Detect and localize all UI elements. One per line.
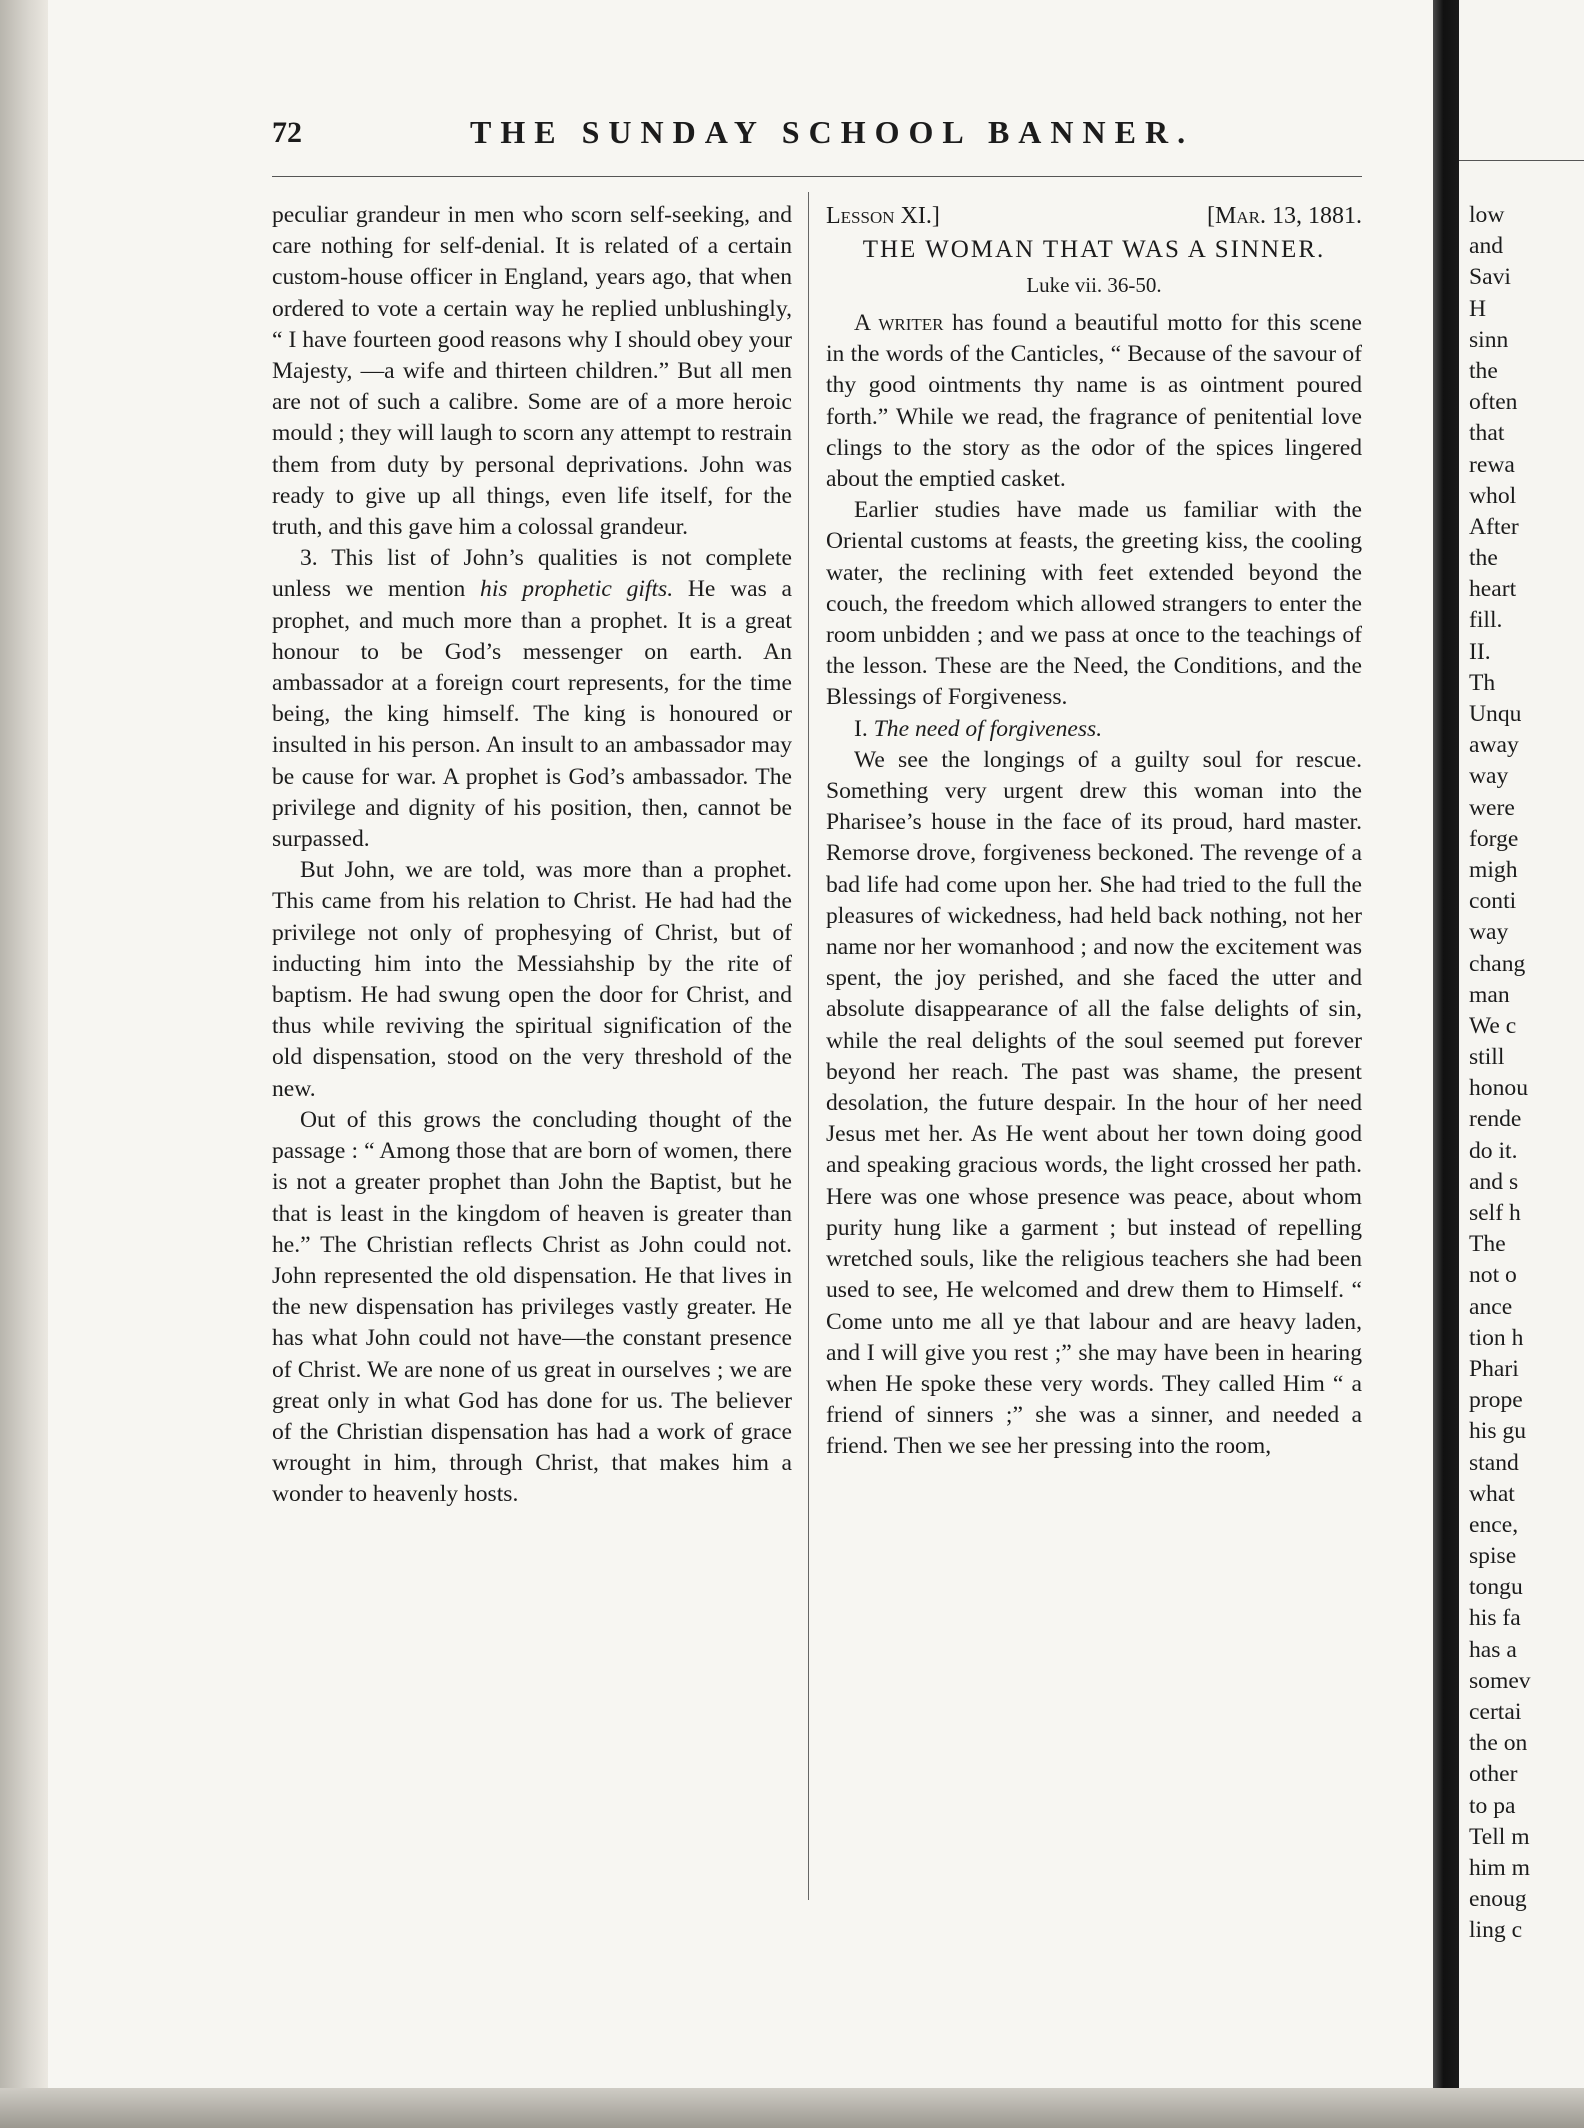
facing-page-line: tion h xyxy=(1469,1324,1524,1351)
facing-page-line: ence, xyxy=(1469,1511,1519,1538)
lesson-date: [Mar. 13, 1881. xyxy=(1207,203,1362,229)
facing-page-line: often xyxy=(1469,389,1518,416)
facing-page-line: ling c xyxy=(1469,1917,1523,1944)
facing-page-line: We c xyxy=(1469,1012,1517,1039)
page-edge-shadow xyxy=(0,2088,1584,2128)
right-column xyxy=(826,200,1362,1463)
text-run: 3. This list of John’s qualities is not complete unless we mention xyxy=(272,545,792,603)
facing-page-line: enoug xyxy=(1469,1886,1527,1913)
facing-page-line: heart xyxy=(1469,576,1517,603)
facing-page-line: away xyxy=(1469,732,1519,759)
left-column xyxy=(272,200,792,1511)
lesson-heading-line xyxy=(826,200,1362,232)
facing-page-line: has a xyxy=(1469,1636,1517,1663)
facing-page-line: rende xyxy=(1469,1106,1522,1133)
facing-page-line: spise xyxy=(1469,1543,1517,1570)
facing-page-line: II. xyxy=(1469,638,1491,665)
facing-page-line: stand xyxy=(1469,1449,1519,1476)
paragraph xyxy=(826,308,1362,495)
section-title: The need of forgiveness. xyxy=(873,715,1103,742)
text-run: has found a beautiful motto for this scene in the words of the Canticles, “ Because of the savour of thy good ointments thy name is as ointment poured forth.” While we read, the fragrance of penitential love clings to the story as the odor of the spices lingered about the emptied casket. xyxy=(826,310,1363,493)
facing-page-line: his fa xyxy=(1469,1605,1521,1632)
facing-page-line: what xyxy=(1469,1480,1515,1507)
facing-page-line: sinn xyxy=(1469,326,1509,353)
facing-page-line: migh xyxy=(1469,856,1518,883)
facing-page-line: Phari xyxy=(1469,1355,1519,1382)
facing-page-line: and xyxy=(1469,233,1504,260)
facing-head-rule xyxy=(1459,160,1584,161)
facing-page-line: were xyxy=(1469,794,1515,821)
header-rule xyxy=(272,176,1362,177)
facing-page-line: rewa xyxy=(1469,451,1515,478)
paragraph: Earlier studies have made us familiar with the Oriental customs at feasts, the greeting kiss, the cooling water, the reclining with feet extended beyond the couch, the freedom which allowed strangers to enter the room unbidden ; and we pass at once to the teachings of the lesson. These are the Need, the Conditions, and the Blessings of Forgiveness. xyxy=(826,497,1362,711)
facing-page-line: that xyxy=(1469,420,1505,447)
lesson-number: Lesson XI.] xyxy=(826,203,940,229)
facing-page-line: whol xyxy=(1469,482,1517,509)
paragraph: peculiar grandeur in men who scorn self-seeking, and care nothing for self-denial. It is related of a certain custom-house officer in England, years ago, that when ordered to vote a certain way he replied unblushingly, “ I have fourteen good reasons why I should obey your Majesty, —a wife and thirteen children.” But all men are not of such a calibre. Some are of a more heroic mould ; they will laugh to scorn any attempt to restrain them from duty by personal deprivations. John was ready to give up all things, even life itself, for the truth, and this gave him a colossal grandeur. xyxy=(272,202,792,541)
facing-page-line: way xyxy=(1469,919,1509,946)
emphasis-text: his prophetic gifts. xyxy=(480,576,674,603)
facing-page-line: somev xyxy=(1469,1667,1531,1694)
paragraph-point-3 xyxy=(272,543,792,855)
facing-page-line: other xyxy=(1469,1761,1518,1788)
facing-page-line: forge xyxy=(1469,825,1519,852)
facing-page-line: do it. xyxy=(1469,1137,1518,1164)
facing-page-line: honou xyxy=(1469,1075,1528,1102)
facing-page-line: ance xyxy=(1469,1293,1513,1320)
facing-page-line: Savi xyxy=(1469,264,1511,291)
facing-page-line: low xyxy=(1469,202,1505,228)
text-run: He was a prophet, and much more than a prophet. It is a great honour to be God’s messenger on earth. An ambassador at a foreign court represents, for the time being, the king himself. The king is honoured or insulted in his person. An insult to an ambassador may be cause for war. A prophet is God’s ambassador. The privilege and dignity of his position, then, cannot be surpassed. xyxy=(272,576,793,853)
facing-page-line: Tell m xyxy=(1469,1823,1530,1850)
column-divider xyxy=(808,192,809,1900)
binding-gutter xyxy=(0,0,48,2128)
facing-page-line: conti xyxy=(1469,888,1517,915)
facing-page xyxy=(1459,0,1584,2128)
facing-page-line: him m xyxy=(1469,1854,1530,1881)
facing-page-line: way xyxy=(1469,763,1509,790)
paragraph: Out of this grows the concluding thought of the passage : “ Among those that are born of women, there is not a greater prophet than John the Baptist, but he that is least in the kingdom of heaven is greater than he.” The Christian reflects Christ as John could not. John represented the old dispensation. He that lives in the new dispensation has privileges vastly greater. He has what John could not have—the constant presence of Christ. We are none of us great in ourselves ; we are great only in what God has done for us. The believer of the Christian dispensation has had a work of grace wrought in him, through Christ, that makes him a wonder to heavenly hosts. xyxy=(272,1106,792,1508)
section-heading xyxy=(826,714,1362,745)
facing-page-line: the xyxy=(1469,545,1498,572)
facing-page-line: not o xyxy=(1469,1262,1517,1289)
facing-page-line: Th xyxy=(1469,669,1496,696)
section-number: I. xyxy=(854,715,868,742)
paragraph: We see the longings of a guilty soul for rescue. Something very urgent drew this woman into the Pharisee’s house in the face of its proud, hard master. Remorse drove, forgiveness beckoned. The revenge of a bad life had come upon her. She had tried to the full the pleasures of wickedness, had held back nothing, not her name nor her womanhood ; and now the excitement was spent, the joy perished, and she faced the utter and absolute disappearance of all the false delights of sin, while the real delights of the soul seemed put forever beyond her reach. The past was shame, the present desolation, the future despair. In the hour of her need Jesus met her. As He went about her town doing good and speaking gracious words, the light crossed her path. Here was one whose presence was peace, about whom purity hung like a garment ; but instead of repelling wretched souls, like the religious teachers she had been used to see, He welcomed and drew them to Himself. “ Come unto me all ye that labour and are heavy laden, and I will give you rest ;” she may have been in hearing when He spoke these very words. They called Him “ a friend of sinners ;” she was a sinner, and needed a friend. Then we see her pressing into the room, xyxy=(826,746,1362,1460)
facing-page-line: his gu xyxy=(1469,1418,1527,1445)
facing-page-line: tongu xyxy=(1469,1574,1523,1601)
facing-page-line: Unqu xyxy=(1469,701,1522,727)
facing-page-line: fill. xyxy=(1469,607,1503,634)
facing-page-line: the on xyxy=(1469,1730,1528,1757)
facing-page-line: certai xyxy=(1469,1699,1522,1725)
facing-page-line: and s xyxy=(1469,1168,1519,1195)
facing-page-line: prope xyxy=(1469,1387,1523,1414)
lesson-title: THE WOMAN THAT WAS A SINNER. xyxy=(862,236,1326,263)
book-spine xyxy=(1433,0,1459,2128)
scripture-reference: Luke vii. 36-50. xyxy=(1026,273,1162,297)
facing-page-line: to pa xyxy=(1469,1792,1516,1819)
facing-page-line: still xyxy=(1469,1044,1505,1071)
facing-page-line: The xyxy=(1469,1231,1506,1258)
page-number: 72 xyxy=(272,116,302,149)
facing-page-line: H xyxy=(1469,295,1487,322)
facing-page-text xyxy=(1469,200,1531,1947)
paragraph: But John, we are told, was more than a prophet. This came from his relation to Christ. He had had the privilege not only of prophesying of Christ, but of inducting him into the Messiahship by the rite of baptism. He had swung open the door for Christ, and thus while reviving the spiritual signification of the old dispensation, stood on the very threshold of the new. xyxy=(272,857,792,1102)
facing-page-line: chang xyxy=(1469,950,1526,977)
facing-page-line: self h xyxy=(1469,1200,1521,1226)
facing-page-line: the xyxy=(1469,357,1498,384)
running-title: THE SUNDAY SCHOOL BANNER. xyxy=(470,114,1195,150)
opening-word: A writer xyxy=(854,310,944,336)
facing-page-line: man xyxy=(1469,981,1510,1008)
facing-page-line: After xyxy=(1469,513,1519,540)
